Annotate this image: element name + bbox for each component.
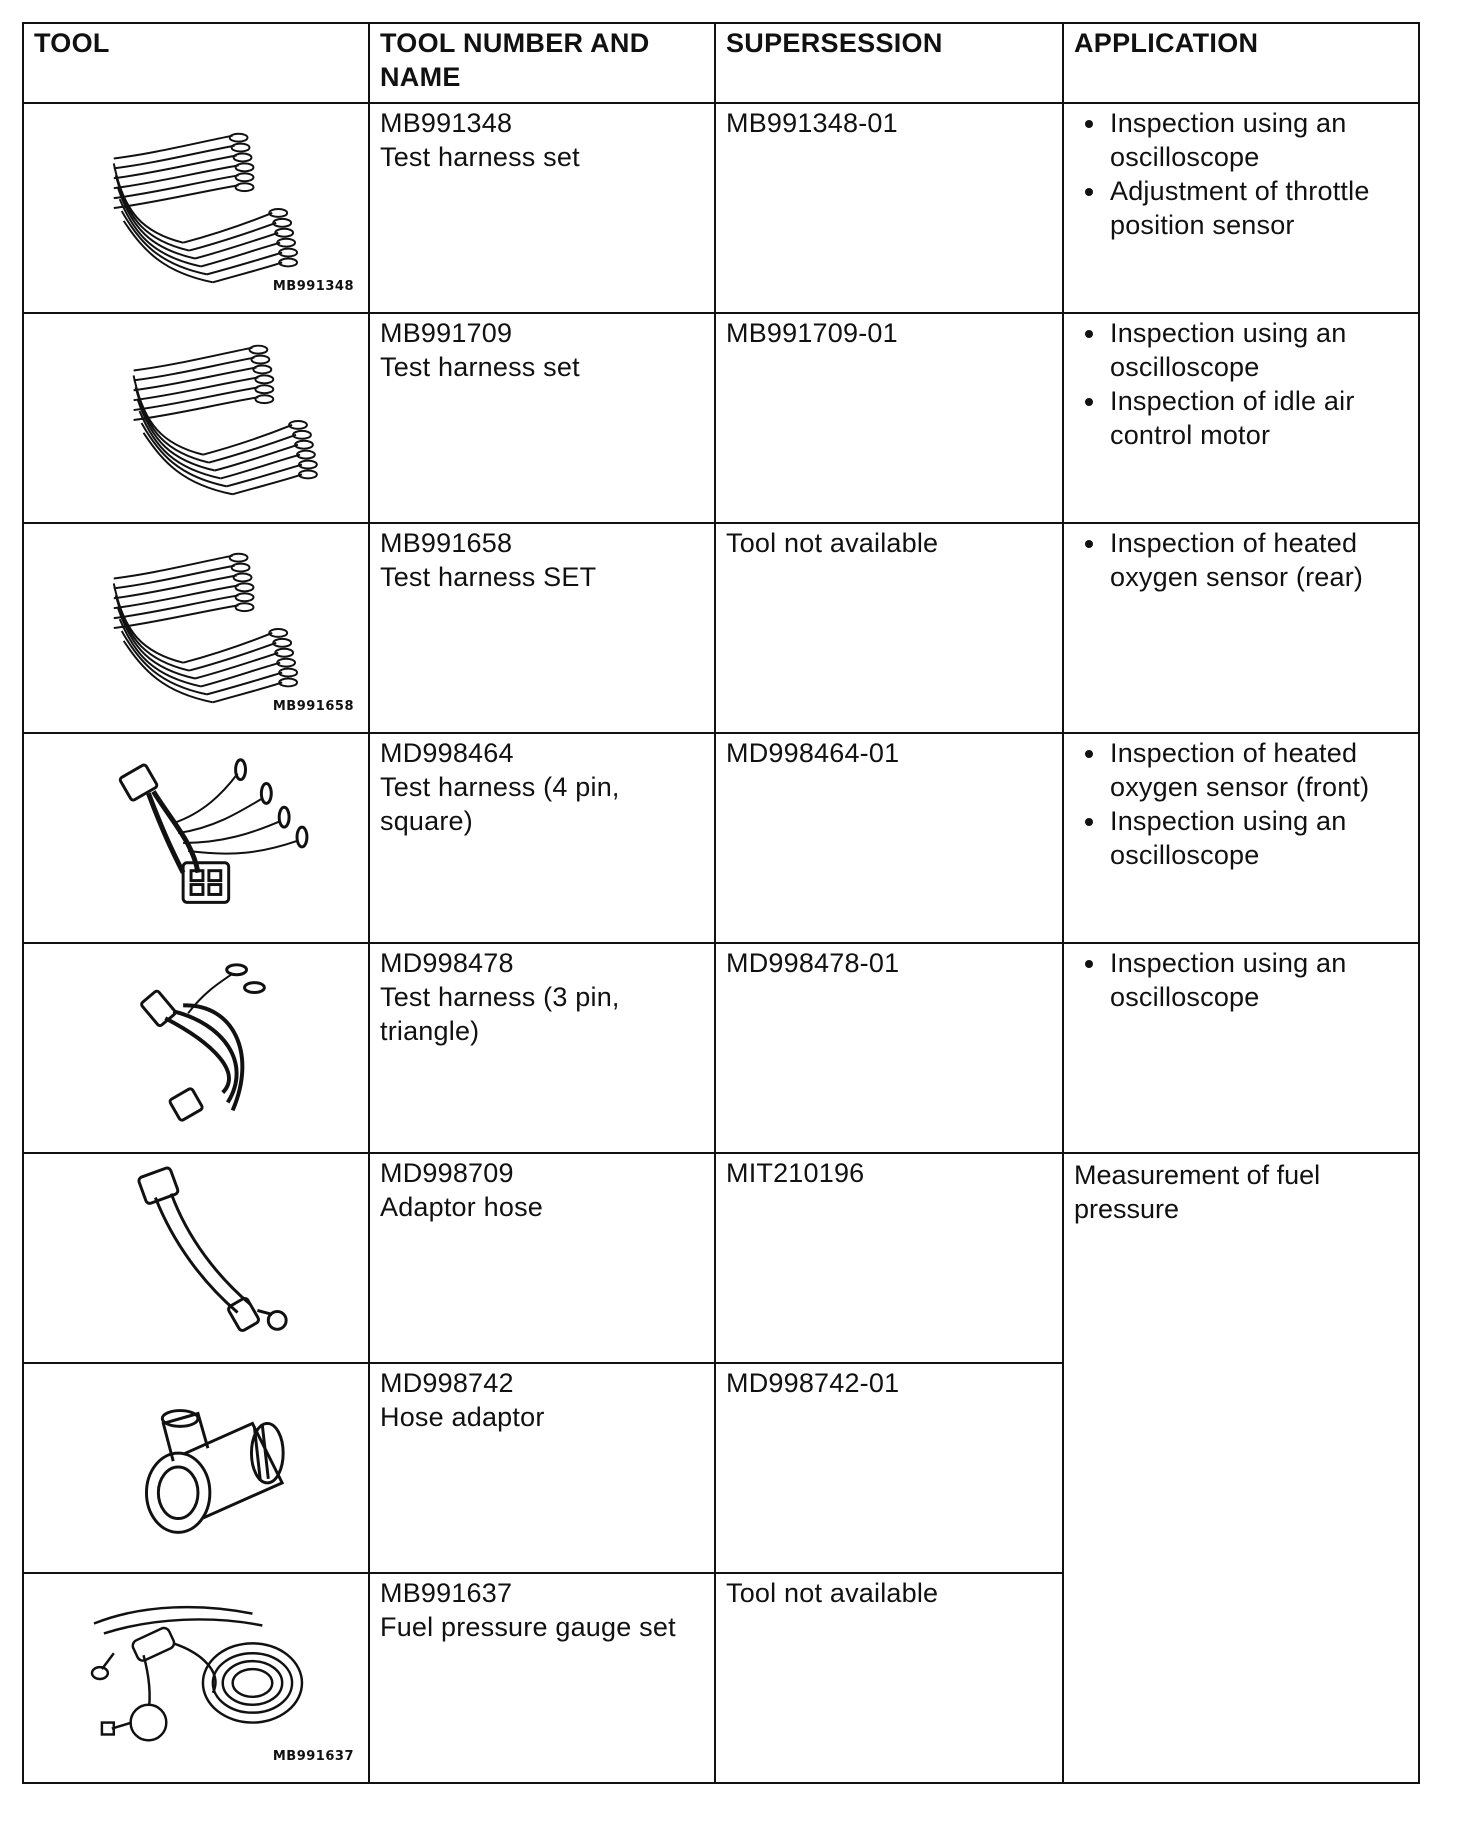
tool-illustration — [23, 523, 369, 733]
adaptor-hose-icon — [24, 1154, 368, 1362]
tool-number: MB991709 — [380, 318, 513, 348]
tool-name: Test harness (3 pin, triangle) — [380, 982, 620, 1046]
tool-name: Adaptor hose — [380, 1192, 544, 1222]
tool-code-label: MB991658 — [272, 699, 354, 714]
special-tools-table — [22, 22, 1420, 1784]
tool-number: MD998464 — [380, 738, 514, 768]
table-row — [23, 943, 1419, 1153]
application — [1063, 313, 1419, 523]
tool-illustration — [23, 733, 369, 943]
tool-code-label: MB991348 — [272, 279, 354, 294]
header-application: APPLICATION — [1063, 23, 1419, 103]
supersession: MIT210196 — [715, 1153, 1063, 1363]
tool-number: MD998478 — [380, 948, 514, 978]
application-item: • Adjustment of throttle position sensor — [1108, 174, 1414, 242]
tool-number-name — [369, 313, 715, 523]
table-row — [23, 103, 1419, 313]
table-header-row — [23, 23, 1419, 103]
square-connector-harness-icon — [24, 734, 368, 942]
application-item: • Inspection of heated oxygen sensor (rear) — [1108, 526, 1414, 594]
tool-number-name — [369, 1573, 715, 1783]
hose-adaptor-icon — [24, 1364, 368, 1572]
supersession: MB991348-01 — [715, 103, 1063, 313]
application-item: • Inspection of idle air control motor — [1108, 384, 1414, 452]
tool-code-label: MB991637 — [272, 1749, 354, 1764]
tool-illustration — [23, 103, 369, 313]
tool-number-name — [369, 1153, 715, 1363]
application — [1063, 943, 1419, 1153]
table-row — [23, 523, 1419, 733]
supersession: Tool not available — [715, 523, 1063, 733]
tool-name: Test harness set — [380, 142, 580, 172]
tool-number: MB991658 — [380, 528, 513, 558]
tool-illustration — [23, 1363, 369, 1573]
application — [1063, 523, 1419, 733]
application-item: • Inspection using an oscilloscope — [1108, 106, 1414, 174]
application — [1063, 733, 1419, 943]
table-row — [23, 313, 1419, 523]
table-row — [23, 733, 1419, 943]
tool-number-name — [369, 733, 715, 943]
tool-name: Test harness set — [380, 352, 580, 382]
supersession: Tool not available — [715, 1573, 1063, 1783]
tool-number-name — [369, 943, 715, 1153]
application-item: • Inspection of heated oxygen sensor (front) — [1108, 736, 1414, 804]
supersession: MB991709-01 — [715, 313, 1063, 523]
tool-number-name — [369, 523, 715, 733]
header-number-name: TOOL NUMBER AND NAME — [369, 23, 715, 103]
tool-number: MD998709 — [380, 1158, 514, 1188]
triangle-connector-harness-icon — [24, 944, 368, 1152]
tool-illustration — [23, 1573, 369, 1783]
tool-number: MD998742 — [380, 1368, 514, 1398]
application-text: Measurement of fuel pressure — [1074, 1160, 1321, 1224]
application-item: • Inspection using an oscilloscope — [1108, 804, 1414, 872]
tool-name: Fuel pressure gauge set — [380, 1612, 676, 1642]
supersession: MD998742-01 — [715, 1363, 1063, 1573]
tool-illustration — [23, 313, 369, 523]
tool-illustration — [23, 943, 369, 1153]
header-supersession: SUPERSESSION — [715, 23, 1063, 103]
tool-number: MB991637 — [380, 1578, 513, 1608]
tool-number: MB991348 — [380, 108, 513, 138]
tool-number-name — [369, 103, 715, 313]
header-tool: TOOL — [23, 23, 369, 103]
table-row — [23, 1153, 1419, 1363]
tool-number-name — [369, 1363, 715, 1573]
test-harness-set-icon — [24, 314, 368, 522]
application — [1063, 1153, 1419, 1783]
tool-name: Test harness SET — [380, 562, 597, 592]
tool-name: Hose adaptor — [380, 1402, 545, 1432]
supersession: MD998464-01 — [715, 733, 1063, 943]
tool-illustration — [23, 1153, 369, 1363]
tool-name: Test harness (4 pin, square) — [380, 772, 620, 836]
supersession: MD998478-01 — [715, 943, 1063, 1153]
application-item: • Inspection using an oscilloscope — [1108, 946, 1414, 1014]
application-item: • Inspection using an oscilloscope — [1108, 316, 1414, 384]
application — [1063, 103, 1419, 313]
